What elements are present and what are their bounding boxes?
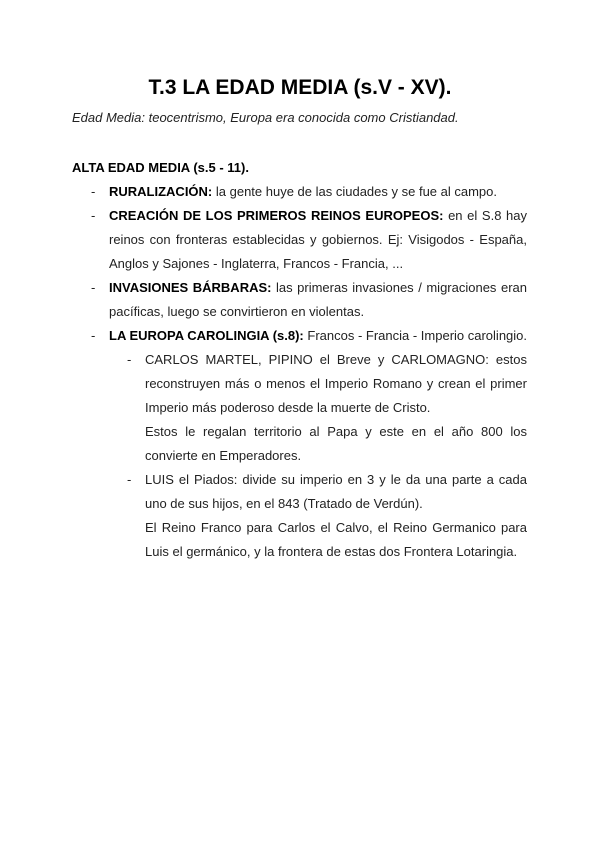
document-subtitle: Edad Media: teocentrismo, Europa era conocida como Cristiandad. — [72, 110, 459, 125]
sub-item-paragraph: El Reino Franco para Carlos el Calvo, el Reino Germanico para Luis el germánico, y la frontera de estas dos Frontera Lotaringia. — [145, 520, 527, 559]
list-item-text: las primeras invasiones / migraciones eran pacíficas, luego se convirtieron en violentas. — [109, 280, 527, 319]
bullet-dash: - — [127, 472, 132, 487]
sub-list-item — [72, 348, 527, 468]
list-item — [72, 204, 527, 276]
list-item-text: Francos - Francia - Imperio carolingio. — [303, 328, 528, 343]
bullet-dash: - — [91, 208, 96, 223]
section-heading: ALTA EDAD MEDIA (s.5 - 11). — [72, 160, 249, 175]
list-item-text: la gente huye de las ciudades y se fue al campo. — [212, 184, 498, 199]
sub-item-paragraph: CARLOS MARTEL, PIPINO el Breve y CARLOMAGNO: estos reconstruyen más o menos el Imperio Romano y crean el primer Imperio más poderoso desde la muerte de Cristo. — [145, 352, 527, 415]
sub-item-paragraph: Estos le regalan territorio al Papa y este en el año 800 los convierte en Emperadores. — [145, 424, 527, 463]
document-title: T.3 LA EDAD MEDIA (s.V - XV). — [148, 76, 452, 99]
main-list — [72, 180, 527, 564]
list-item-term: RURALIZACIÓN: — [109, 184, 213, 199]
list-item — [72, 180, 527, 204]
bullet-dash: - — [91, 280, 96, 295]
list-item-term: LA EUROPA CAROLINGIA (s.8): — [109, 328, 304, 343]
sub-list-item — [72, 468, 527, 564]
list-item-text: en el S.8 hay reinos con fronteras establecidas y gobiernos. Ej: Visigodos - España, Anglos y Sajones - Inglaterra, Francos - Francia, ... — [109, 208, 528, 271]
list-item-term: INVASIONES BÁRBARAS: — [109, 280, 272, 295]
sub-item-paragraph: LUIS el Piados: divide su imperio en 3 y le da una parte a cada uno de sus hijos, en el 843 (Tratado de Verdún). — [145, 472, 527, 511]
document-body — [72, 156, 527, 564]
list-item — [72, 324, 527, 348]
list-item-term: CREACIÓN DE LOS PRIMEROS REINOS EUROPEOS: — [109, 208, 444, 223]
list-item — [72, 276, 527, 324]
bullet-dash: - — [127, 352, 132, 367]
bullet-dash: - — [91, 328, 96, 343]
bullet-dash: - — [91, 184, 96, 199]
